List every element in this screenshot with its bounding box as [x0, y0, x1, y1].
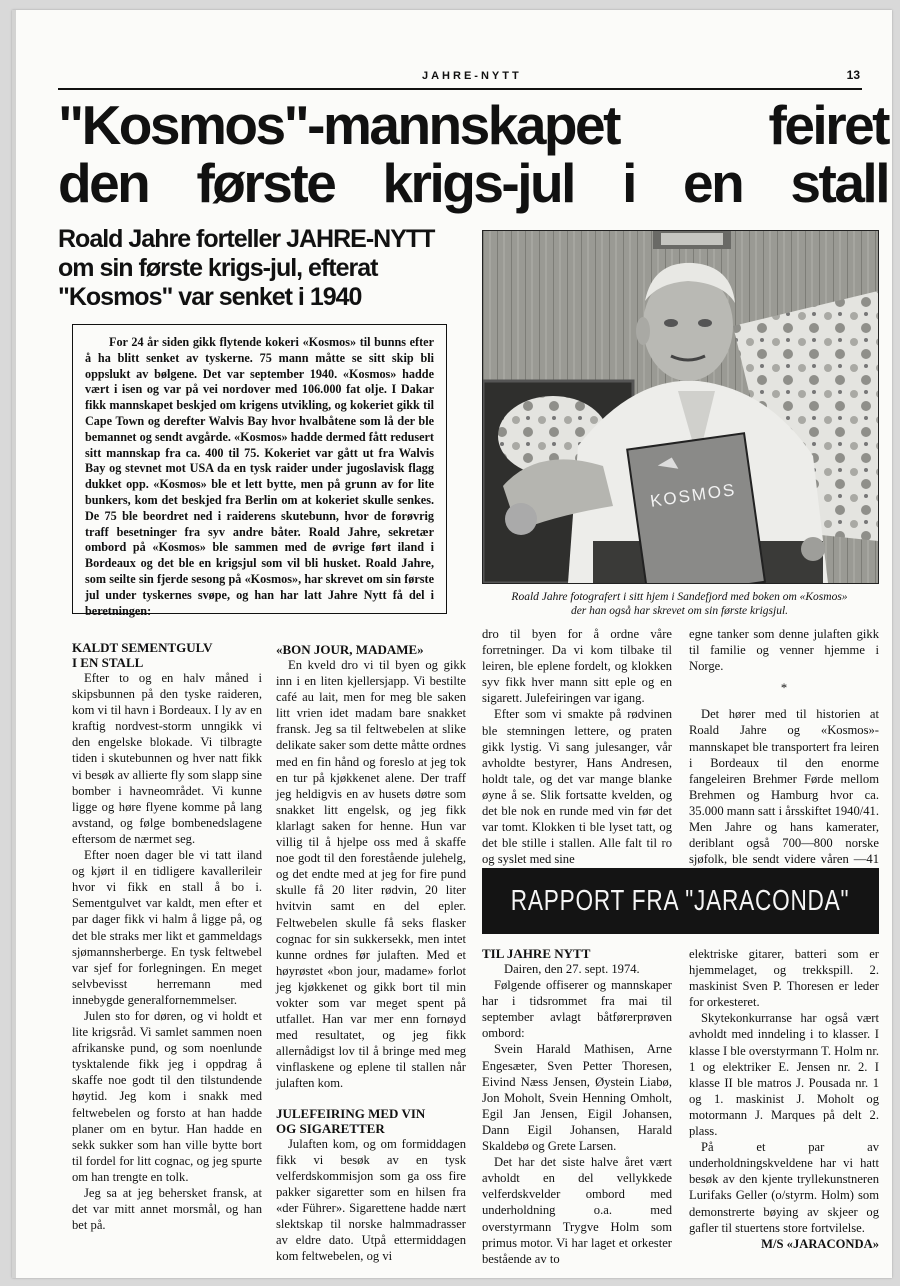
paragraph: Jeg sa at jeg behersket fransk, at det var mitt annet morsmål, og han bet på.: [72, 1186, 262, 1233]
letter-heading: TIL JAHRE NYTT: [482, 946, 591, 961]
section-heading-julefeiring: [276, 1106, 466, 1136]
column-5: [482, 946, 672, 1267]
paragraph: Julaften kom, og om formiddagen fikk vi besøk av en tysk velferdskommisjon som ga oss fire pakker sigaretter som en hilsen fra «der Führer». Sigarettene hadde nært slektskap til norske halmmadrasser av eldre dato. Utpå ettermiddagen kom feltwebelen, og vi: [276, 1136, 466, 1264]
rapport-banner: [482, 868, 879, 934]
section-heading-bon-jour: «BON JOUR, MADAME»: [276, 642, 424, 657]
publication-name: JAHRE-NYTT: [422, 70, 522, 82]
section-heading-line-2: OG SIGARETTER: [276, 1120, 385, 1136]
subheadline: [58, 225, 458, 312]
section-separator-star: *: [780, 681, 788, 696]
section-heading-line-1: KALDT SEMENTGULV: [72, 640, 213, 655]
newspaper-page: [12, 10, 892, 1278]
dateline: Dairen, den 27. sept. 1974.: [504, 962, 640, 976]
book-cover-title: KOSMOS: [649, 479, 738, 511]
headline: [58, 96, 888, 212]
photo-illustration: [483, 231, 878, 583]
column-3: [482, 626, 672, 867]
subheadline-line-2: om sin første krigs-jul, efterat: [58, 254, 378, 282]
paragraph: elektriske gitarer, batteri som er hjemmelaget, og trekkspill. 2. maskinist Sven P. Thoresen er leder for orkesteret.: [689, 947, 879, 1010]
column-2: [276, 642, 466, 1264]
section-heading-line-1: JULEFEIRING MED VIN: [276, 1105, 426, 1121]
page-number: 13: [846, 68, 860, 82]
headline-line-2: den første krigs-jul i en stall: [58, 152, 888, 214]
rapport-banner-title: RAPPORT FRA "JARACONDA": [511, 884, 850, 917]
paragraph: Det har det siste halve året vært avholdt en del vellykkede velferdskvelder ombord med underholdning o.a. med overstyrmann Trygve Holm som primus motor. Vi har laget et orkester bestående av to: [482, 1155, 672, 1266]
portrait-photo: [482, 230, 879, 584]
headline-line-1: "Kosmos"-mannskapet feiret: [58, 94, 888, 156]
paragraph: Efter som vi smakte på rødvinen ble stemningen lettere, og praten gikk lystig. Vi sang julesanger, vår avholdte bestyrer, Hans Andresen, holdt tale, og det var mange blanke øyne å se. Slik fortsatte kvelden, og det ble nok en runde med vin før det var tomt. Klokken ti ble lyset tatt, og det ble stille i stallen. Alle falt til ro og syslet med sine: [482, 707, 672, 867]
paragraph: dro til byen for å ordne våre forretninger. Da vi kom tilbake til leiren, ble eplene fordelt, og klokken syv fikk hver mann sitt eple og en sigarett. Julefeiringen var igang.: [482, 627, 672, 706]
paragraph: En kveld dro vi til byen og gikk inn i en liten kjellersjapp. Vi bestilte café au lait, men for meg ble saken litt vrien idet madam bare snakket fransk. Jeg sa til feltwebelen at slike delikate saker som dette måtte ordnes med en fin hånd og foreslo at jeg tok en tur på kjøkkenet alene. Der traff jeg heldigvis en av husets døtre som snakket litt engelsk, og jeg fikk klarlagt saken for henne. Hun var villig til å hjelpe oss med å skaffe noe godt til den forestående julehelg, og det endte med at jeg for fire pund skulle få 20 liter rødvin, 20 liter hvitvin samt en del epler. Feltwebelen skulle få seks flasker cognac for sin sukkersekk, men intet kunne ordnes før julaften. Med et høyrøstet «bon jour, madame» forlot jeg kjøkkenet og gikk bort til min vokter som var meget spent på utfallet. Han var mer enn fornøyd med resultatet, og jeg fikk allernådigst lov til å bringe med meg vinflaskene og eplene til stallen når julaften kom.: [276, 658, 466, 1091]
paragraph: Efter noen dager ble vi tatt iland og kjørt il en tidligere kavallerileir hvor vi fikk en stall å bo i. Sementgulvet var kaldt, men efter et par dager fikk vi halm å ligge på, og det ble straks mer likt et gammeldags sjømannsherberge. En tysk feltwebel var sjef for forlegningen. En meget selvbevisst herremann med innebygde generalfornemmelser.: [72, 848, 262, 1007]
paragraph: På et par av underholdningskveldene har vi hatt besøk av den kjente tryllekunstneren Lurifaks Geller (o/styrm. Holm) som demonstrerte bøying av skjeer og gafler til stuertens store fortvilelse.: [689, 1140, 879, 1235]
paragraph: Svein Harald Mathisen, Arne Engesæter, Sven Petter Thoresen, Eivind Næss Jensen, Øystein Liabø, Jon Moholt, Svein Henning Omholt, Egil Jan Jensen, Eigil Johansen, Dann Eigil Johansen, Harald Skaldebø og Grete Larsen.: [482, 1042, 672, 1154]
paragraph: egne tanker som denne julaften gikk til familie og venner hjemme i Norge.: [689, 627, 879, 674]
photo-caption: [482, 590, 877, 618]
photo-caption-line-1: Roald Jahre fotografert i sitt hjem i Sandefjord med boken om «Kosmos»: [511, 591, 848, 603]
paragraph: Skytekonkurranse har også vært avholdt med inndeling i to klasser. I klasse I ble overstyrmann T. Holm nr. 1 og elektriker E. Jensen nr. 2. I klasse II ble matros J. Pousada nr. 1 og 1. maskinist J. Moholt og motormann J. Marques på delt 2. plass.: [689, 1011, 879, 1139]
header-rule: [58, 88, 862, 90]
paragraph: Følgende offiserer og mannskaper har i tidsrommet fra mai til september avlagt båtførerprøven ombord:: [482, 978, 672, 1041]
intro-text: For 24 år siden gikk flytende kokeri «Kosmos» til bunns efter å ha blitt senket av tyskerne. 75 mann måtte se sitt skip bli oppslukt av bølgene. Det var september 1940. «Kosmos» hadde vært i isen og var på vei nordover med 106.000 fat olje. I Dakar fikk mannskapet beskjed om krigens utvikling, og kokeriet gikk til Cape Town og derefter Walvis Bay hvor hvalbåtene som lå der ble bemannet og sendt avgårde. «Kosmos» hadde dermed fått redusert sitt mannskap fra ca. 400 til 75. Kokeriet var gått ut fra Walvis Bay og stevnet mot USA da en tysk raider under jugoslavisk flagg dukket opp. «Kosmos» ble et lett bytte, men på grunn av for lite bunkers, kom det beskjed fra Berlin om at kokeriet skulle senkes. De 75 ble beordret ned i raiderens skutebunn, hvor de forøvrig traff besetninger fra syv andre båter. Roald Jahre, sekretær ombord på «Kosmos» ble sammen med de øvrige ført iland i Bordeaux og det ble en krigsjul som vil bli husket. Roald Jahre, som seilte sin fjerde sesong på «Kosmos», har skrevet om sin første jul under tyskernes svøpe, og han har latt Jahre Nytt få del i beretningen:: [85, 335, 434, 618]
paragraph: Efter to og en halv måned i skipsbunnen på den tyske raideren, kom vi til havn i Bordeaux. I ly av en kraftig nordvest-storm unngikk vi den engelske blokade. Vi tilbragte tiden i skutebunnen og hver natt fikk vi besøk av allierte fly som slapp sine bomber i havneområdet. Vi kunne ligge og høre flyene komme på lang avstand, og følge bombenedslagene eftersom de nærmet seg.: [72, 671, 262, 846]
letter-signature: M/S «JARACONDA»: [761, 1236, 879, 1251]
section-heading-kaldt-sementgulv: [72, 640, 262, 670]
intro-box: [72, 324, 447, 618]
subheadline-line-1: Roald Jahre forteller JAHRE-NYTT: [58, 225, 435, 253]
column-4: [689, 626, 879, 883]
subheadline-line-3: "Kosmos" var senket i 1940: [58, 283, 362, 311]
section-heading-line-2: I EN STALL: [72, 655, 144, 670]
paragraph: Julen sto for døren, og vi holdt et lite krigsråd. Vi samlet sammen noen afrikanske pund, og som noenlunde tysktalende fikk jeg i oppdrag å skaffe noe godt til den tilstundende høytid. Jeg kom i snakk med feltwebelen og forsto at han hadde planer om en bytur. Han hadde en sekk sukker som han ville bytte bort til fordel for litt cognac, og jeg spurte om han trengte en tolk.: [72, 1008, 262, 1184]
paragraph: Det hører med til historien at Roald Jahre og «Kosmos»-mannskapet ble transportert fra leiren i Bordeaux til den enorme fangeleiren Brehmer Førde mellom Brehmen og Hamburg hvor ca. 35.000 mann satt i årsskiftet 1940/41. Men Jahre og hans kamerater, deriblant også 700—800 norske sjøfolk, ble sendt videre våren —41: [689, 707, 879, 867]
page-edge-shadow: [12, 10, 16, 1278]
column-1: [72, 640, 262, 1233]
column-6: [689, 946, 879, 1252]
photo-caption-line-2: der han også har skrevet om sin første krigsjul.: [570, 605, 789, 617]
